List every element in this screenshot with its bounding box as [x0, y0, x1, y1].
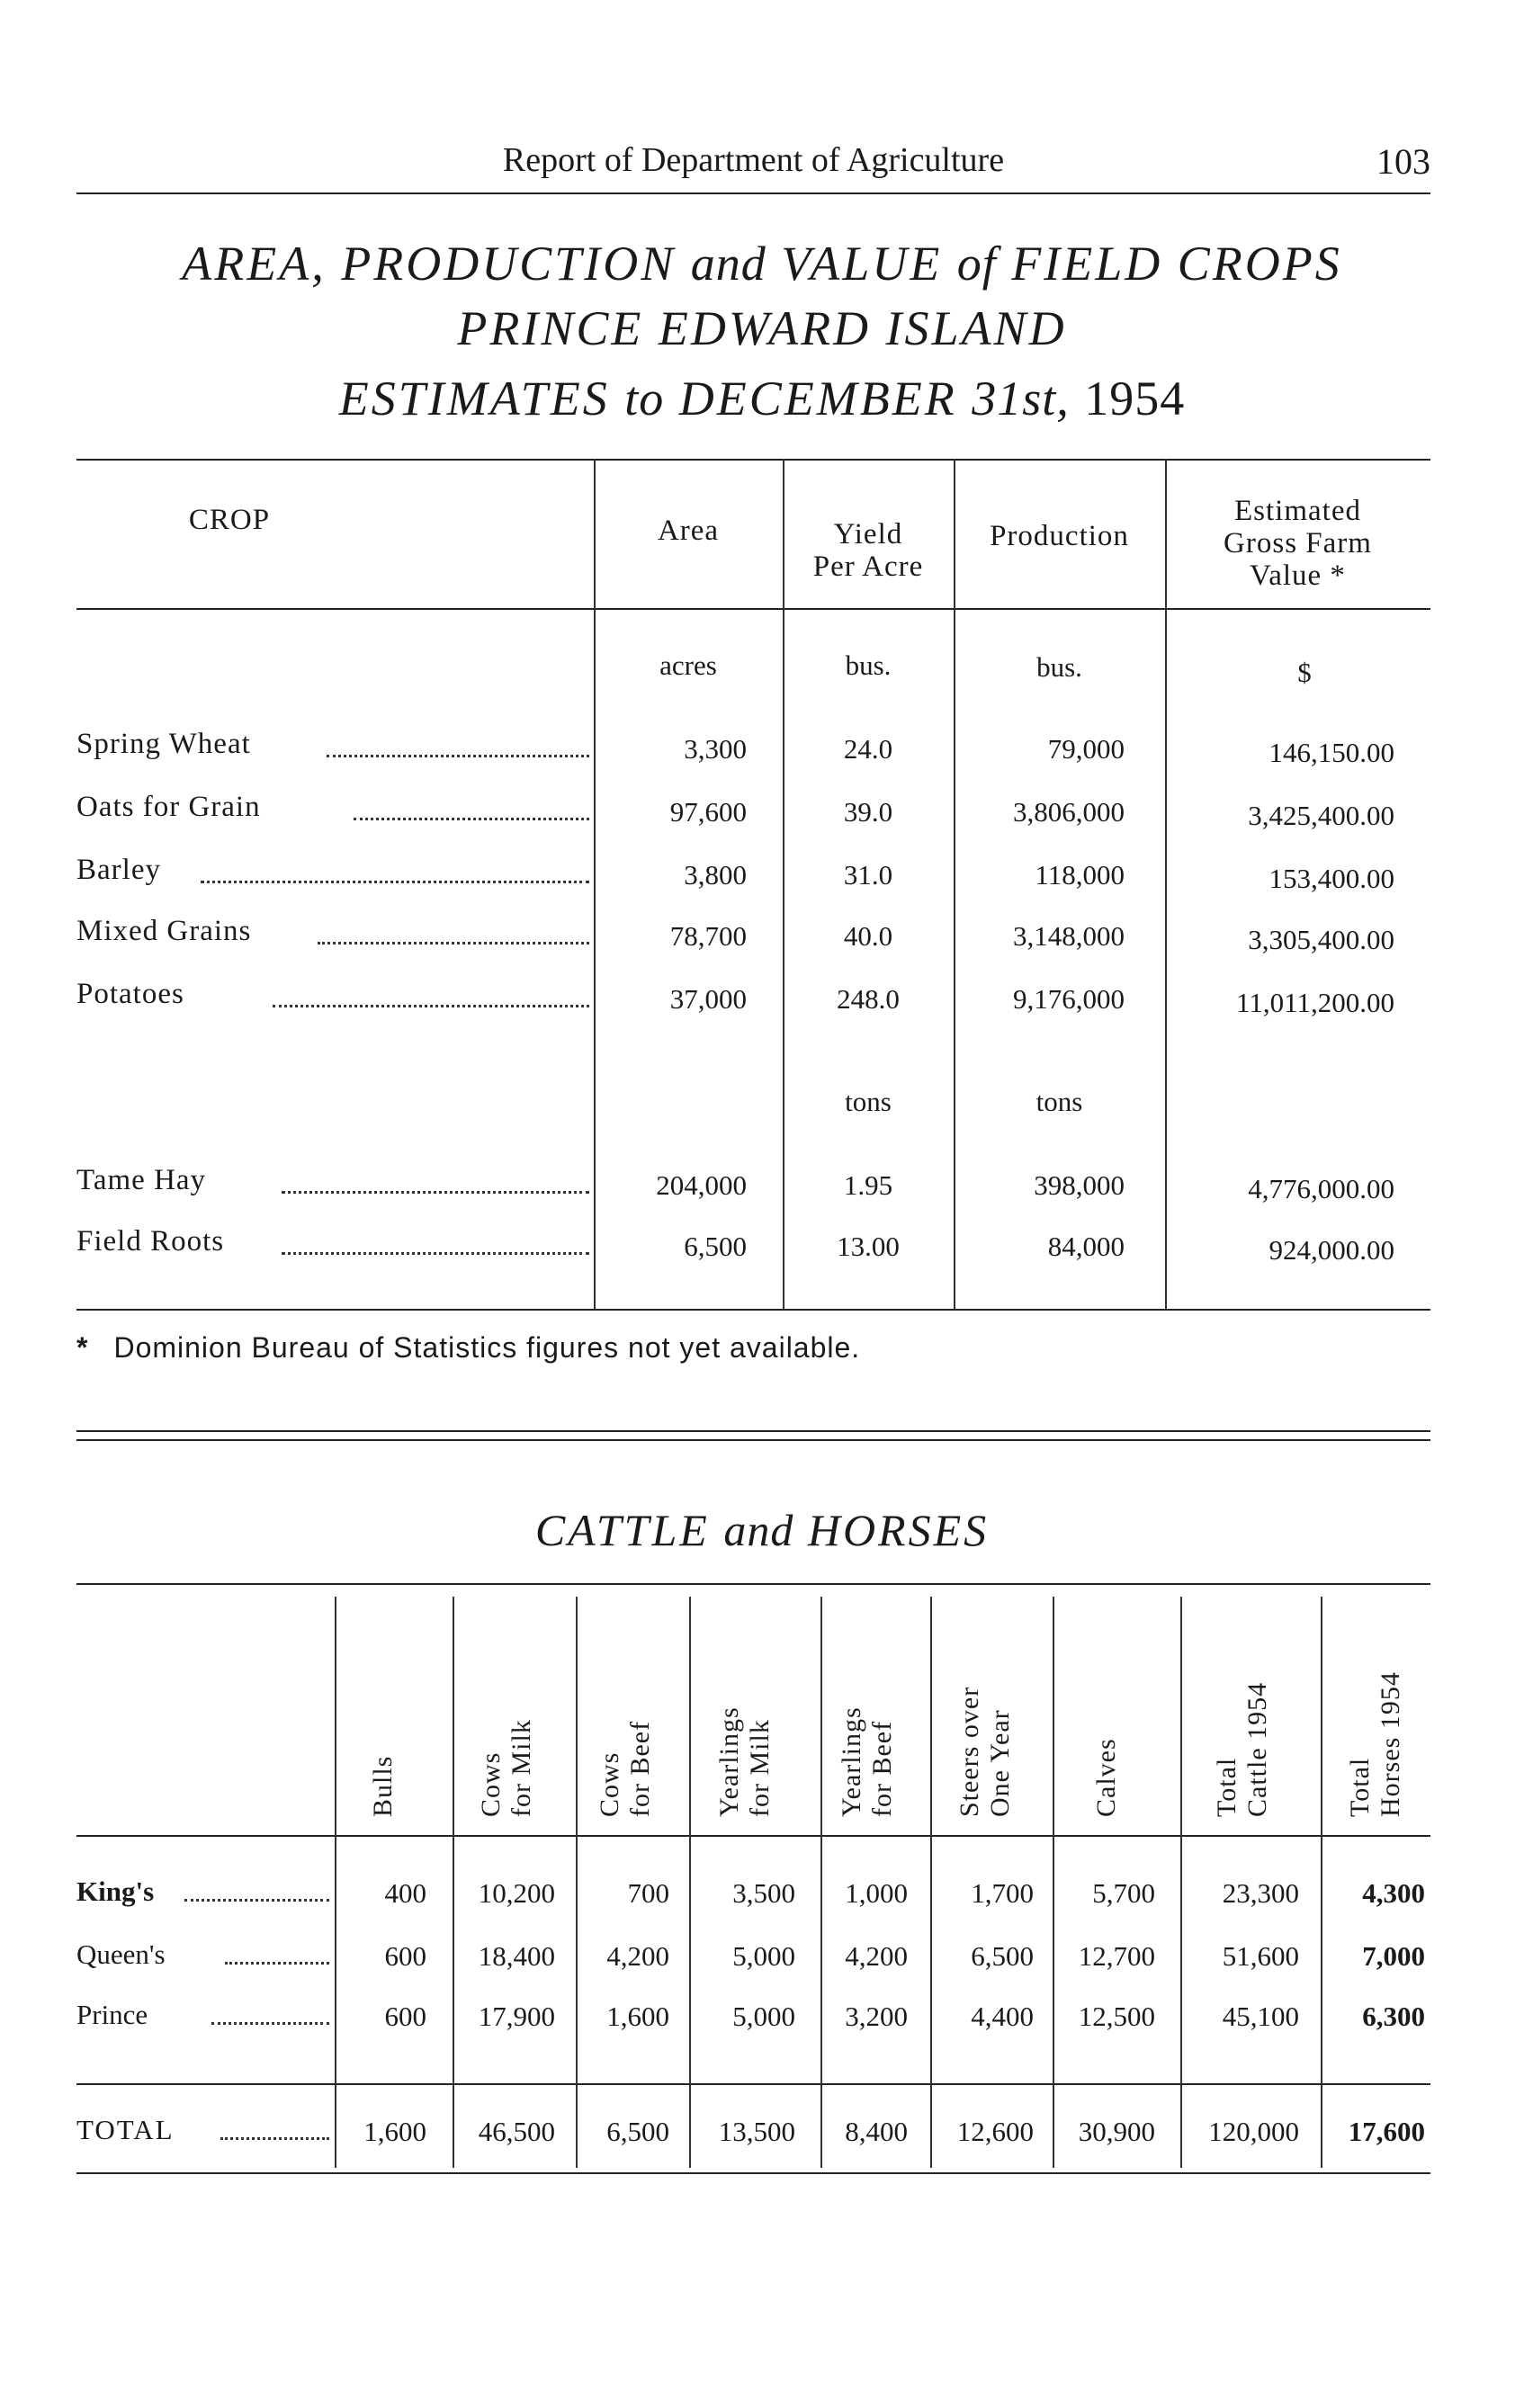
crops-title-line-1 — [0, 236, 1524, 291]
header-value-line: Gross Farm — [1224, 527, 1372, 559]
total-cell: 17,600 — [1348, 2116, 1425, 2147]
cattle-col-divider — [1053, 1597, 1054, 2168]
cattle-col-divider — [1321, 1597, 1322, 2168]
dot-leader — [211, 2022, 329, 2025]
yield-value: 1.95 — [843, 1169, 893, 1201]
cattle-header-text — [837, 1706, 898, 1817]
title-segment: to — [624, 371, 665, 425]
value-amount: 924,000.00 — [1269, 1234, 1394, 1266]
yield-value: 13.00 — [837, 1231, 900, 1262]
cattle-column-header — [1080, 1583, 1134, 1817]
cattle-cell: 18,400 — [478, 1940, 555, 1972]
header-area: Area — [657, 515, 720, 547]
cattle-header-line: Bulls — [368, 1755, 398, 1817]
cattle-cell: 1,600 — [606, 2001, 669, 2032]
title-segment: VALUE — [781, 237, 943, 291]
title-segment: 1954 — [1084, 371, 1186, 425]
total-cell: 13,500 — [718, 2116, 795, 2147]
cattle-cell: 17,900 — [478, 2001, 555, 2032]
cattle-cell: 5,000 — [732, 2001, 795, 2032]
cattle-header-line: Yearlings — [714, 1706, 744, 1817]
cattle-col-divider — [930, 1597, 932, 2168]
title-segment: and — [723, 1505, 794, 1555]
unit-value: $ — [1297, 657, 1312, 688]
cattle-cell: 700 — [627, 1877, 669, 1909]
cattle-header-text — [1345, 1671, 1406, 1817]
total-cell: 1,600 — [363, 2116, 426, 2147]
dot-leader — [220, 2137, 329, 2140]
cattle-col-divider — [576, 1597, 578, 2168]
total-cell: 46,500 — [478, 2116, 555, 2147]
county-name: King's — [76, 1875, 155, 1907]
area-value: 3,300 — [684, 733, 747, 765]
header-yield — [783, 518, 954, 583]
crop-name: Tame Hay — [76, 1164, 207, 1196]
dot-leader — [318, 942, 589, 944]
crops-table-bottom-rule — [76, 1309, 1430, 1311]
yield-value: 24.0 — [843, 733, 893, 765]
title-segment: and — [690, 237, 766, 291]
production-value: 84,000 — [1047, 1231, 1125, 1262]
yield-value: 39.0 — [843, 796, 893, 828]
value-amount: 3,425,400.00 — [1248, 800, 1394, 831]
running-head-title: Report of Department of Agriculture — [502, 141, 1005, 179]
cattle-cell: 5,000 — [732, 1940, 795, 1972]
cattle-cell: 1,000 — [845, 1877, 908, 1909]
header-production: Production — [990, 520, 1129, 552]
total-cell: 6,500 — [606, 2116, 669, 2147]
cattle-cell: 3,200 — [845, 2001, 908, 2032]
cattle-cell: 45,100 — [1222, 2001, 1299, 2032]
unit-area: acres — [659, 649, 717, 681]
cattle-cell: 400 — [384, 1877, 426, 1909]
cattle-col-divider — [453, 1597, 454, 2168]
crop-name: Field Roots — [76, 1225, 225, 1258]
cattle-header-line: Total — [1212, 1757, 1242, 1817]
cattle-cell: 5,700 — [1092, 1877, 1155, 1909]
header-yield-line: Yield — [833, 518, 903, 551]
cattle-col-divider — [1180, 1597, 1182, 2168]
cattle-cell: 12,700 — [1078, 1940, 1155, 1972]
crop-name: Mixed Grains — [76, 915, 252, 947]
cattle-cell: 3,500 — [732, 1877, 795, 1909]
production-value: 9,176,000 — [1013, 983, 1125, 1015]
total-cell: 8,400 — [845, 2116, 908, 2147]
dot-leader — [225, 1962, 329, 1965]
cattle-cell: 6,300 — [1362, 2001, 1425, 2032]
cattle-column-header — [595, 1583, 655, 1817]
title-segment: HORSES — [807, 1505, 990, 1555]
cattle-header-text — [1091, 1738, 1122, 1817]
cattle-column-header — [714, 1583, 775, 1817]
yield-value: 248.0 — [837, 983, 900, 1015]
cattle-header-text — [368, 1756, 399, 1817]
cattle-cell: 1,700 — [971, 1877, 1034, 1909]
unit-yield: bus. — [845, 649, 892, 681]
production-value: 79,000 — [1047, 733, 1125, 765]
cattle-cell: 600 — [384, 1940, 426, 1972]
title-segment: 31st, — [972, 371, 1070, 425]
county-name: Prince — [76, 1999, 148, 2030]
section-separator-rule — [76, 1439, 1430, 1441]
yield-value: 40.0 — [843, 920, 893, 952]
cattle-header-line: Cows — [595, 1751, 624, 1817]
crop-name: Spring Wheat — [76, 728, 251, 760]
cattle-header-line: for Milk — [745, 1719, 775, 1817]
cattle-title — [0, 1504, 1524, 1556]
title-segment: FIELD CROPS — [1011, 237, 1342, 291]
production-value: 3,148,000 — [1013, 920, 1125, 952]
production-value: 118,000 — [1035, 859, 1125, 891]
title-segment: AREA, PRODUCTION — [182, 237, 677, 291]
crops-title-line-2: PRINCE EDWARD ISLAND — [457, 301, 1067, 355]
cattle-header-line: for Beef — [866, 1720, 897, 1817]
cattle-column-header — [356, 1583, 410, 1817]
header-yield-line: Per Acre — [812, 551, 924, 583]
cattle-header-line: Cattle 1954 — [1242, 1681, 1272, 1817]
cattle-header-text — [595, 1721, 656, 1817]
area-value: 3,800 — [684, 859, 747, 891]
value-amount: 146,150.00 — [1269, 737, 1394, 768]
area-value: 37,000 — [669, 983, 747, 1015]
value-amount: 4,776,000.00 — [1248, 1173, 1394, 1204]
cattle-cell: 6,500 — [971, 1940, 1034, 1972]
cattle-column-header — [836, 1583, 897, 1817]
cattle-header-line: Steers over — [954, 1686, 984, 1817]
total-cell: 30,900 — [1078, 2116, 1155, 2147]
unit-production-tons: tons — [1035, 1086, 1083, 1117]
header-value-line: Estimated — [1234, 495, 1361, 527]
section-separator-rule — [76, 1430, 1430, 1432]
header-value — [1165, 495, 1430, 592]
cattle-header-line: One Year — [984, 1709, 1015, 1817]
crop-name: Potatoes — [76, 978, 184, 1010]
cattle-table-bottom-rule — [76, 2172, 1430, 2174]
cattle-cell: 4,200 — [845, 1940, 908, 1972]
cattle-header-line: for Beef — [625, 1720, 655, 1817]
dot-leader — [354, 818, 589, 820]
area-value: 6,500 — [684, 1231, 747, 1262]
cattle-column-header — [1212, 1583, 1272, 1817]
title-segment: DECEMBER — [678, 371, 957, 425]
title-segment: CATTLE — [534, 1505, 710, 1555]
cattle-cell: 23,300 — [1222, 1877, 1299, 1909]
cattle-header-line: Total — [1345, 1757, 1375, 1817]
cattle-column-header — [954, 1583, 1015, 1817]
cattle-header-line: for Milk — [507, 1719, 536, 1817]
total-cell: 12,600 — [956, 2116, 1034, 2147]
dot-leader — [184, 1899, 329, 1902]
cattle-col-divider — [820, 1597, 822, 2168]
cattle-cell: 4,200 — [606, 1940, 669, 1972]
cattle-header-text — [955, 1687, 1016, 1817]
footnote-text: Dominion Bureau of Statistics figures not yet available. — [113, 1331, 861, 1364]
cattle-cell: 4,300 — [1362, 1877, 1425, 1909]
cattle-table-total-rule — [76, 2083, 1430, 2085]
cattle-header-text — [1212, 1682, 1273, 1817]
county-name: Queen's — [76, 1938, 166, 1970]
cattle-header-text — [714, 1706, 775, 1817]
production-value: 3,806,000 — [1013, 796, 1125, 828]
value-amount: 11,011,200.00 — [1236, 987, 1394, 1018]
area-value: 204,000 — [656, 1169, 747, 1201]
dot-leader — [282, 1191, 589, 1194]
cattle-cell: 51,600 — [1222, 1940, 1299, 1972]
cattle-header-line: Calves — [1091, 1738, 1121, 1817]
cattle-col-divider — [335, 1597, 336, 2168]
cattle-cell: 4,400 — [971, 2001, 1034, 2032]
production-value: 398,000 — [1034, 1169, 1125, 1201]
title-segment: ESTIMATES — [338, 371, 610, 425]
crop-name: Oats for Grain — [76, 791, 261, 823]
running-head — [76, 135, 1430, 189]
cattle-col-divider — [689, 1597, 691, 2168]
footnote — [76, 1331, 860, 1365]
cattle-cell: 600 — [384, 2001, 426, 2032]
total-cell: 120,000 — [1208, 2116, 1299, 2147]
unit-yield-tons: tons — [845, 1086, 892, 1117]
header-value-line: Value * — [1250, 559, 1346, 592]
area-value: 78,700 — [669, 920, 747, 952]
cattle-header-line: Yearlings — [836, 1706, 866, 1817]
value-amount: 3,305,400.00 — [1248, 924, 1394, 955]
header-rule — [76, 192, 1430, 194]
cattle-column-header — [1345, 1583, 1405, 1817]
crop-name: Barley — [76, 854, 161, 886]
cattle-header-line: Cows — [476, 1751, 506, 1817]
cattle-cell: 12,500 — [1078, 2001, 1155, 2032]
yield-value: 31.0 — [843, 859, 893, 891]
title-segment: of — [956, 237, 997, 291]
footnote-marker: * — [76, 1331, 89, 1364]
cattle-table-header-rule — [76, 1835, 1430, 1837]
dot-leader — [327, 755, 589, 757]
dot-leader — [273, 1005, 589, 1007]
crops-table-top-rule — [76, 459, 1430, 461]
cattle-cell: 10,200 — [478, 1877, 555, 1909]
cattle-column-header — [476, 1583, 536, 1817]
crops-title-line-3 — [0, 371, 1524, 426]
total-row-label: TOTAL — [76, 2114, 175, 2145]
cattle-header-text — [476, 1719, 537, 1817]
unit-production: bus. — [1036, 651, 1082, 683]
header-crop: CROP — [188, 504, 271, 536]
dot-leader — [282, 1252, 589, 1255]
crops-table-header-rule — [76, 608, 1430, 610]
area-value: 97,600 — [669, 796, 747, 828]
dot-leader — [201, 881, 589, 883]
cattle-header-line: Horses 1954 — [1376, 1671, 1405, 1817]
cattle-cell: 7,000 — [1362, 1940, 1425, 1972]
page-number: 103 — [1376, 141, 1430, 182]
value-amount: 153,400.00 — [1269, 863, 1394, 894]
